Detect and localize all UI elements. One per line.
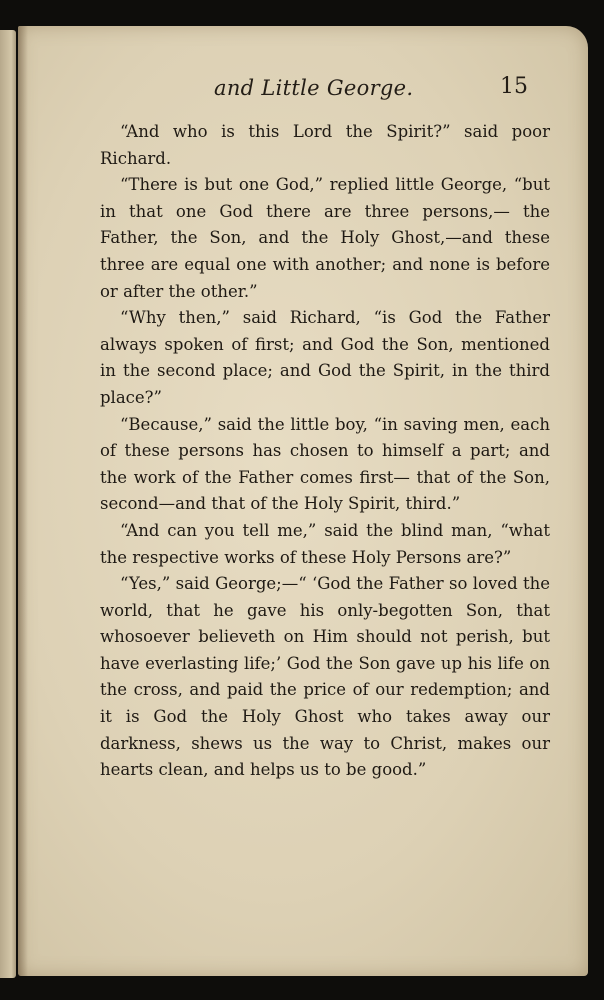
paragraph: “Yes,” said George;—“ ‘God the Father so loved the world, that he gave his only-begotten Son, that whosoever believeth on Him should not perish, but have everlasting life;’ God the Son gave up his life on the cross, and paid the price of our redemption; and it is God the Holy Ghost who takes away our darkness, shews us the way to Christ, makes our hearts clean, and helps us to be good.”	[100, 574, 550, 780]
page-gutter-shadow	[18, 26, 28, 976]
book-page	[18, 26, 588, 976]
paragraph: “There is but one God,” replied little George, “but in that one God there are three persons,— the Father, the Son, and the Holy Ghost,—and these three are equal one with another; and none is before or after the other.”	[100, 175, 550, 301]
page-header	[18, 72, 588, 106]
previous-page-edge	[0, 30, 16, 978]
paragraph: “Why then,” said Richard, “is God the Father always spoken of first; and God the Son, mentioned in the second place; and God the Spirit, in the third place?”	[100, 308, 550, 407]
page-number: 15	[500, 74, 528, 99]
paragraph: “And can you tell me,” said the blind man, “what the respective works of these Holy Persons are?”	[100, 520, 550, 567]
paragraph: “Because,” said the little boy, “in saving men, each of these persons has chosen to himself a part; and the work of the Father comes first— that of the Son, second—and that of the Holy Spirit, third.”	[100, 414, 550, 514]
paragraph: “And who is this Lord the Spirit?” said poor Richard.	[100, 122, 550, 168]
body-text	[100, 119, 550, 784]
running-head: and Little George.	[214, 76, 414, 100]
